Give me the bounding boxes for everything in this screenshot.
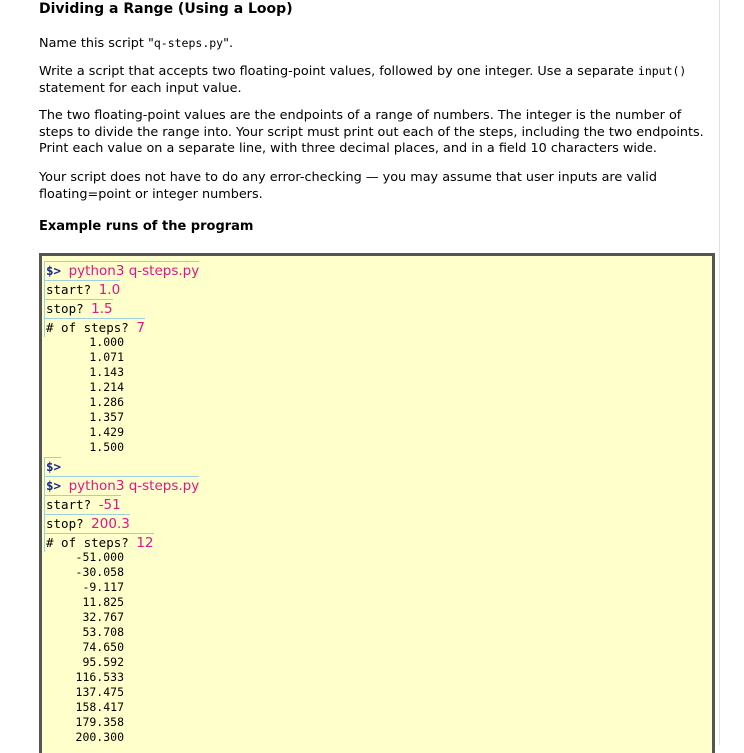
- output-value: 11.825: [82, 595, 124, 609]
- note-paragraph: Your script does not have to do any error-checking — you may assume that user inputs are valid floating=point or integer numbers.: [39, 170, 657, 202]
- stop-label: stop?: [46, 301, 84, 316]
- output-value: -30.058: [75, 565, 124, 579]
- task-before: Write a script that accepts two floating-point values, followed by one integer. Use a separate: [39, 64, 638, 79]
- output-value: 200.300: [75, 730, 124, 744]
- output-value: 158.417: [75, 700, 124, 714]
- prompt: $>: [46, 263, 62, 278]
- steps-value: 7: [136, 320, 145, 336]
- output-value: 116.533: [75, 670, 124, 684]
- command-line: [44, 261, 199, 280]
- prompt: $>: [46, 459, 62, 474]
- naming-before: Name this script ": [39, 36, 154, 51]
- output-value: 1.286: [89, 395, 124, 409]
- output-value: -9.117: [82, 580, 124, 594]
- script-filename: q-steps.py: [153, 36, 224, 50]
- start-line: [44, 495, 121, 514]
- command-line: [44, 476, 199, 495]
- naming-after: ".: [223, 36, 234, 51]
- start-label: start?: [46, 282, 92, 297]
- start-line: [44, 280, 120, 299]
- output-value: 1.500: [89, 440, 124, 454]
- output-value: 137.475: [75, 685, 124, 699]
- task-instruction: [39, 63, 719, 97]
- output-value: 32.767: [82, 610, 124, 624]
- output-value: -51.000: [75, 550, 124, 564]
- steps-label: # of steps?: [46, 535, 129, 550]
- output-value: 1.214: [89, 380, 124, 394]
- output-value: 1.357: [89, 410, 124, 424]
- output-value: 1.429: [89, 425, 124, 439]
- output-value: 1.143: [89, 365, 124, 379]
- start-label: start?: [46, 497, 92, 512]
- stop-line: [44, 299, 113, 318]
- steps-value: 12: [136, 535, 154, 551]
- input-function-code: input(): [637, 64, 687, 78]
- start-value: -51: [98, 497, 121, 513]
- examples-heading: Example runs of the program: [39, 219, 254, 234]
- stop-line: [44, 514, 130, 533]
- output-value: 1.071: [89, 350, 124, 364]
- stop-value: 200.3: [91, 516, 130, 532]
- steps-label: # of steps?: [46, 320, 129, 335]
- prompt: $>: [46, 478, 62, 493]
- naming-instruction: [39, 35, 719, 53]
- output-value: 179.358: [75, 715, 124, 729]
- stop-label: stop?: [46, 516, 84, 531]
- command-input: python3 q-steps.py: [68, 263, 200, 279]
- output-value: 95.592: [82, 655, 124, 669]
- output-value: 53.708: [82, 625, 124, 639]
- terminal-example: [39, 253, 715, 753]
- start-value: 1.0: [98, 282, 121, 298]
- output-value: 74.650: [82, 640, 124, 654]
- output-value: 1.000: [89, 335, 124, 349]
- command-line: [44, 457, 61, 476]
- stop-value: 1.5: [91, 301, 113, 317]
- page-title: Dividing a Range (Using a Loop): [39, 1, 293, 17]
- command-input: python3 q-steps.py: [68, 478, 200, 494]
- description-paragraph: The two floating-point values are the endpoints of a range of numbers. The integer is the number of steps to divide the range into. Your script must print out each of the steps, including the two endpoints. Print each value on a separate line, with three decimal places, and in a field 10 characters wide.: [39, 108, 704, 156]
- task-after: statement for each input value.: [39, 80, 242, 96]
